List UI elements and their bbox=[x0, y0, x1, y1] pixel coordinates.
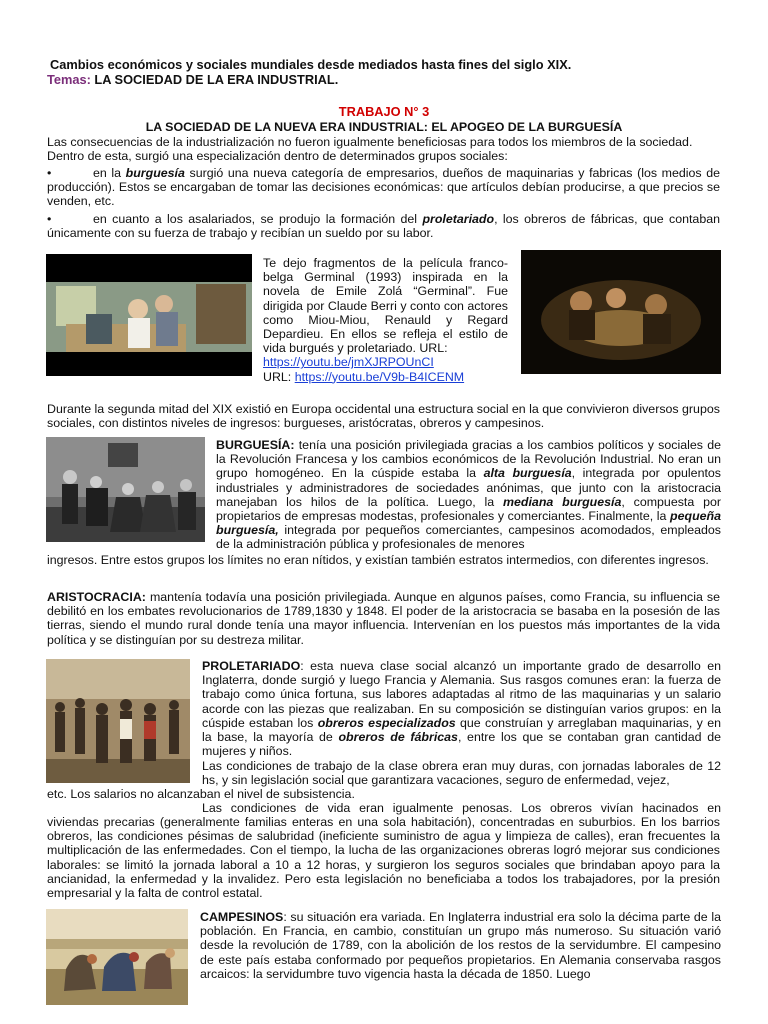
topics-value: LA SOCIEDAD DE LA ERA INDUSTRIAL. bbox=[90, 72, 339, 87]
burguesia-paragraph-tail: ingresos. Entre estos grupos los límites no eran nítidos, y existían también estratos intermedios, con diferentes ingresos. bbox=[47, 553, 709, 567]
bourgeois-family-painting-icon bbox=[46, 437, 205, 542]
term-burguesia: burguesía bbox=[125, 166, 185, 180]
proletariado-conditions-tail: etc. Los salarios no alcanzaban el nivel de subsistencia. bbox=[47, 787, 355, 801]
topics-line bbox=[47, 73, 338, 87]
burguesia-label: BURGUESÍA: bbox=[216, 438, 295, 452]
aristocracia-paragraph: ARISTOCRACIA: mantenía todavía una posición privilegiada. Aunque en algunos países, como Francia, su influencia se debilitó en los embates revolucionarios de 1789,1830 y 1848. El poder de la aristocracia se basaba en la posesión de las tierras, siendo el mundo rural donde tenía una mayor influencia. Intervenían en los puestos más importantes de la vida política y se distinguían por su destreza militar. bbox=[47, 590, 720, 647]
bullet-burguesia: • en la burguesía surgió una nueva categoría de empresarios, dueños de maquinarias y fabricas (los medios de producción). Estos se encargaban de tomar las decisiones económicas: que artículos debían producirse, a que precios se venden, etc. bbox=[47, 166, 720, 209]
film-link-2[interactable]: https://youtu.be/V9b-B4ICENM bbox=[294, 369, 465, 384]
film-description: Te dejo fragmentos de la película franco-belga Germinal (1993) inspirada en la novela de Emile Zolá “Germinal”. Fue dirigida por Claude Berri y conto con actores como Miou-Miou, Renauld y Regard Depardieu. En ellos se refleja el estilo de vida burgués y proletariado. URL: https://youtu.be/jmXJRPOUnCI URL: https://youtu.be/V9b-B4ICENM bbox=[263, 256, 508, 384]
film-still-miners-icon bbox=[521, 250, 721, 374]
intro-paragraph: Las consecuencias de la industrialización no fueron igualmente beneficiosas para todos los miembros de la sociedad. Dentro de esta, surgió una especialización dentro de determinados grupos sociales: bbox=[47, 135, 693, 164]
term-proletariado: proletariado bbox=[422, 212, 495, 226]
document-heading: Cambios económicos y sociales mundiales desde mediados hasta fines del siglo XIX. bbox=[50, 57, 572, 72]
bullet-dot: • bbox=[47, 212, 52, 226]
proletariado-label: PROLETARIADO bbox=[202, 659, 301, 673]
aristocracia-label: ARISTOCRACIA: bbox=[47, 590, 146, 604]
section-title: LA SOCIEDAD DE LA NUEVA ERA INDUSTRIAL: EL APOGEO DE LA BURGUESÍA bbox=[145, 120, 623, 134]
topics-label: Temas: bbox=[47, 72, 91, 87]
bullet-dot: • bbox=[47, 166, 52, 180]
gleaners-painting-icon bbox=[46, 909, 188, 1005]
proletariado-paragraph: PROLETARIADO: esta nueva clase social alcanzó un importante grado de desarrollo en Inglaterra, donde surgió y luego Francia y Alemania. Sus rasgos comunes eran: la fuerza de trabajo como única fortuna, sus labores adaptadas al ritmo de las maquinarias y un salario acorde con las piezas que realizaban. En su composición se distinguían varios grupos: en la cúspide estaban los obreros especializados que construían y arreglaban maquinarias, y en la base, la mayoría de obreros de fábricas, entre los que se contaban gran cantidad de mujeres y niños. bbox=[202, 659, 722, 759]
bullet-proletariado: • en cuanto a los asalariados, se produjo la formación del proletariado, los obreros de fábricas, que contaban únicamente con su fuerza de trabajo y recibían un sueldo por su labor. bbox=[47, 212, 720, 241]
burguesia-paragraph: BURGUESÍA: tenía una posición privilegiada gracias a los cambios políticos y sociales de la Revolución Francesa y los cambios económicos de la Revolución Industrial. No eran un grupo homogéneo. En la cúspide estaba la alta burguesía, integrada por opulentos industriales y administradores de sociedades anónimas, que junto con la aristocracia manejaban los hilos de la política. Luego, la mediana burguesía, compuesta por propietarios de empresas modestas, profesionales y comerciantes. Finalmente, la pequeña burguesía, integrada por pequeños comerciantes, campesinos acomodados, empleados de la administración pública y profesionales de menores bbox=[216, 438, 721, 552]
living-conditions-first: Las condiciones de vida eran igualmente penosas. Los obreros vivían hacinados en bbox=[202, 801, 721, 815]
workers-crowd-painting-icon bbox=[46, 659, 190, 783]
structure-paragraph: Durante la segunda mitad del XIX existió en Europa occidental una estructura social en la que convivieron diversos grupos sociales, con distintos niveles de ingresos: burgueses, aristócratas, obreros y campesinos. bbox=[47, 402, 720, 431]
campesinos-label: CAMPESINOS bbox=[200, 910, 284, 924]
film-link-1[interactable]: https://youtu.be/jmXJRPOUnCI bbox=[263, 355, 434, 370]
campesinos-paragraph: CAMPESINOS: su situación era variada. En Inglaterra industrial era solo la décima parte de la población. En Francia, en cambio, constituían un grupo más numeroso. Su situación varió desde la revolución de 1789, con la abolición de los restos de la servidumbre. El campesino de este país estaba conformado por pequeños propietarios. En Alemania conservaba rasgos arcaicos: la servidumbre tuvo vigencia hasta la década de 1850. Luego bbox=[200, 910, 721, 981]
proletariado-conditions: Las condiciones de trabajo de la clase obrera eran muy duras, con jornadas laborales de 12 hs, y sin legislación social que garantizara vacaciones, seguro de enfermedad, vejez, bbox=[202, 759, 721, 788]
assignment-number: TRABAJO N° 3 bbox=[338, 104, 430, 119]
living-conditions-paragraph: viviendas precarias (generalmente familias enteras en una sola habitación), concentradas en suburbios. En los barrios obreros, las condiciones pésimas de salubridad (ineficiente suministro de agua y limpieza de calles), eran frecuentes la multiplicación de las enfermedades. Con el tiempo, la lucha de las organizaciones obreras logró mejorar sus condiciones laborales: se limitó la jornada laboral a 10 a 12 horas, y surgieron los seguros sociales que brindaban apoyo para la ancianidad, la enfermedad y la invalidez. Pero esta legislación no beneficiaba a todos los trabajadores, por la presión empresarial y la falta de control estatal. bbox=[47, 815, 720, 901]
film-still-interior-icon bbox=[46, 254, 252, 376]
